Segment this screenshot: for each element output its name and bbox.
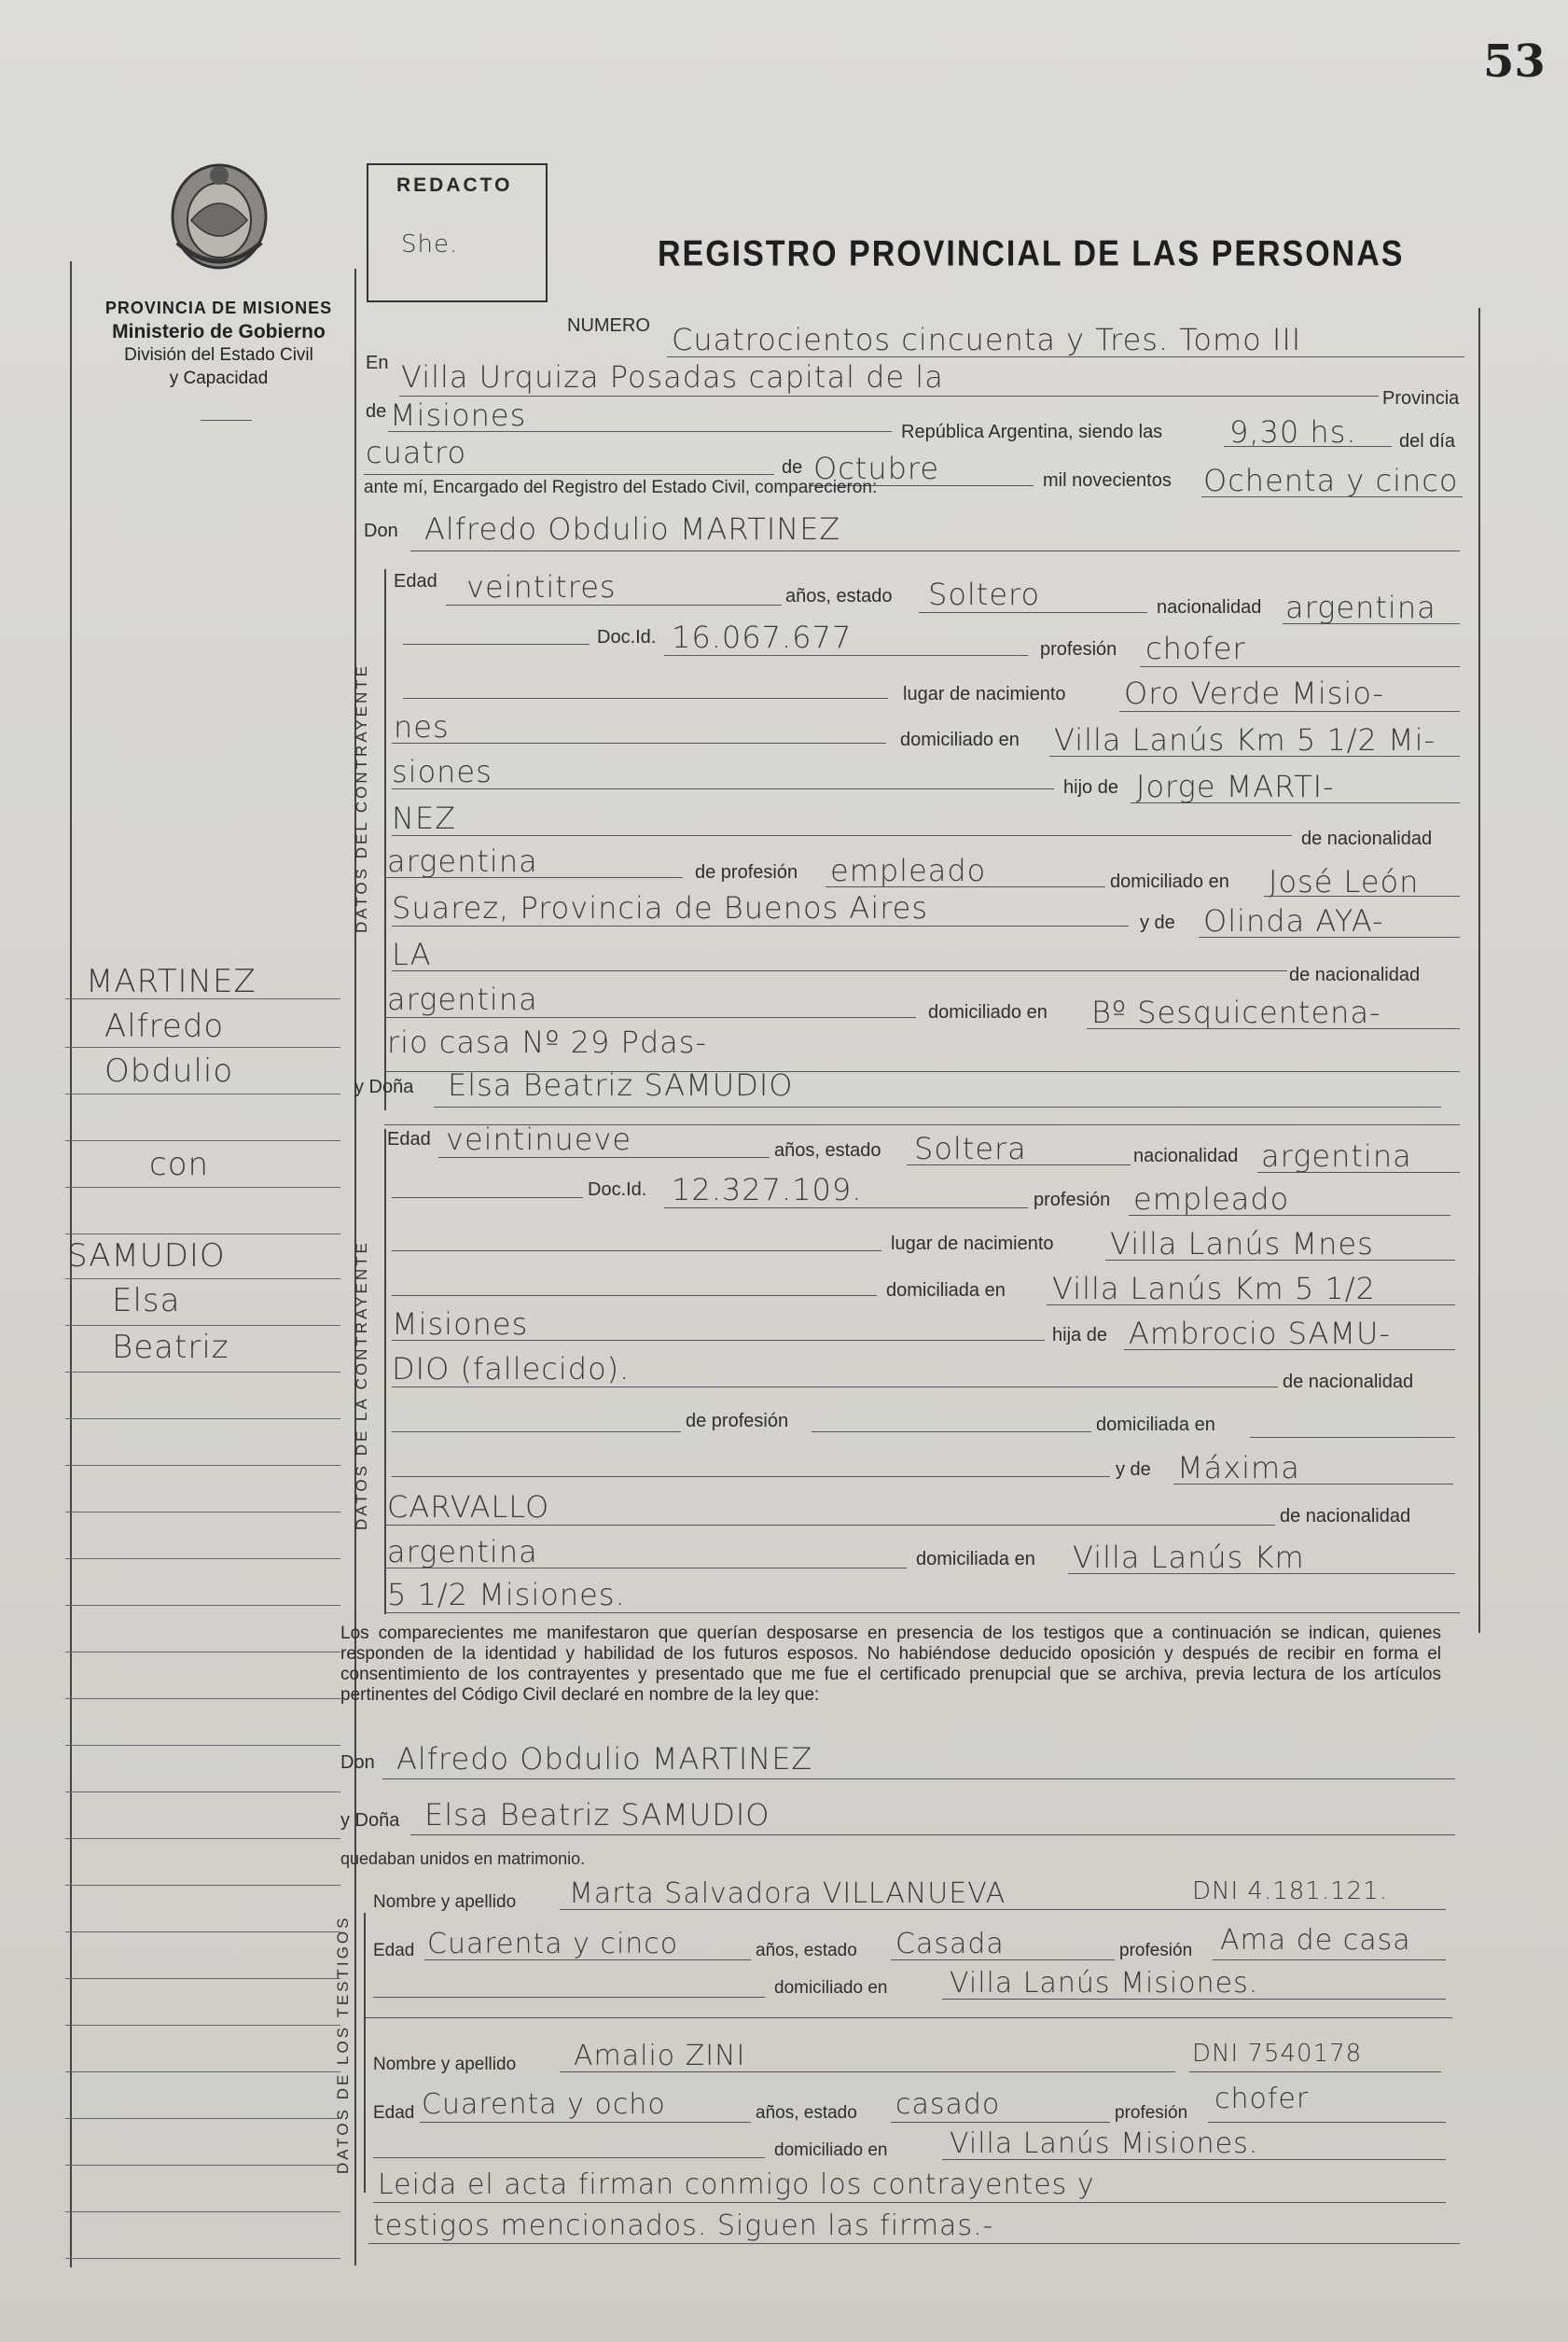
bride-section-label: DATOS DE LA CONTRAYENTE [353,1240,370,1530]
groom-nacionalidad: argentina [1285,590,1436,625]
w2-edad-label: Edad [373,2103,415,2123]
bride-nacimiento: Villa Lanús Mnes [1110,1226,1374,1262]
w1-estado-label: años, estado [756,1941,857,1960]
w1-edad: Cuarenta y cinco [427,1928,679,1960]
w2-nombre: Amalio ZINI [574,2040,746,2072]
dia-value: cuatro [366,435,467,470]
bride-madre-b: CARVALLO [387,1489,550,1525]
closing-line-1: Leida el acta firman conmigo los contrayentes y [378,2168,1095,2201]
issuer-province: PROVINCIA DE MISIONES [104,299,333,317]
groom-doc-label: Doc.Id. [597,627,657,648]
final-dona-label: y Doña [340,1810,400,1831]
bride-padre-a: Ambrocio SAMU- [1129,1316,1392,1351]
de-label: de [366,401,387,422]
bride-madre-dom-b: 5 1/2 Misiones. [387,1577,626,1612]
groom-profesion-label: profesión [1040,639,1117,660]
groom-padre-prof-label: de profesión [695,862,798,883]
provincia-value: Misiones [390,397,527,433]
w2-edad: Cuarenta y ocho [422,2088,666,2121]
issuer-capacity: y Capacidad [169,369,269,388]
groom-madre-nac-label: de nacionalidad [1289,965,1421,985]
bride-profesion: empleado [1133,1181,1290,1217]
groom-nacimiento-b: nes [394,709,450,745]
divider [201,420,252,421]
groom-section-label: DATOS DEL CONTRAYENTE [353,662,370,933]
groom-hijo-label: hijo de [1063,777,1118,798]
groom-padre-dom-b: Suarez, Provincia de Buenos Aires [392,890,929,926]
bride-domicilio-label: domiciliada en [886,1280,1006,1301]
margin-con: con [149,1146,210,1183]
bride-domicilio-a: Villa Lanús Km 5 1/2 [1052,1271,1376,1306]
w1-nombre-label: Nombre y apellido [373,1892,517,1912]
stamp-initials: She. [401,230,459,258]
don-label: Don [364,521,398,541]
groom-madre-dom-b: rio casa Nº 29 Pdas- [387,1025,707,1060]
w1-doc: DNI 4.181.121. [1192,1877,1388,1905]
bride-madre-nac-label: de nacionalidad [1280,1506,1411,1526]
bride-madre-dom-label: domiciliada en [916,1549,1035,1569]
groom-nacionalidad-label: nacionalidad [1157,597,1262,618]
margin-groom-name2: Obdulio [104,1053,234,1090]
groom-madre-dom-a: Bº Sesquicentena- [1091,995,1381,1030]
groom-madre-nac: argentina [387,982,538,1017]
groom-edad-label: Edad [394,571,437,592]
margin-bride-name2: Beatriz [112,1329,229,1366]
numero-value: Cuatrocientos cincuenta y Tres. Tomo III [672,322,1302,357]
bride-padre-b: DIO (fallecido). [392,1351,631,1387]
en-label: En [366,353,389,373]
de-mes-label: de [782,457,803,478]
issuer-block [86,297,352,390]
bride-doc-label: Doc.Id. [588,1179,647,1200]
groom-doc: 16.067.677 [672,620,853,655]
bride-nacimiento-label: lugar de nacimiento [891,1234,1054,1254]
quedaban-text: quedaban unidos en matrimonio. [340,1849,586,1868]
don-value: Alfredo Obdulio MARTINEZ [424,511,841,547]
bride-nacionalidad: argentina [1261,1138,1412,1174]
final-don-label: Don [340,1752,375,1773]
anio-value: Ochenta y cinco [1203,463,1459,498]
bride-padre-dom-label: domiciliada en [1096,1415,1215,1435]
w1-domicilio: Villa Lanús Misiones. [950,1967,1259,2000]
bride-domicilio-b: Misiones [392,1306,529,1342]
closing-line-2: testigos mencionados. Siguen las firmas.- [373,2210,994,2242]
groom-domicilio-a: Villa Lanús Km 5 1/2 Mi- [1054,722,1436,758]
groom-nacimiento-a: Oro Verde Misio- [1124,676,1385,711]
del-dia-label: del día [1399,431,1456,452]
groom-domicilio-b: siones [392,754,493,789]
bride-y-de-label: y de [1116,1459,1151,1480]
final-don-value: Alfredo Obdulio MARTINEZ [396,1741,813,1777]
w2-doc: DNI 7540178 [1192,2040,1363,2068]
w2-estado-label: años, estado [756,2103,857,2123]
groom-padre-prof: empleado [830,853,987,888]
w2-profesion: chofer [1214,2083,1310,2115]
groom-edad: veintitres [466,569,617,605]
issuer-division: División del Estado Civil [124,345,313,365]
w1-domicilio-label: domiciliado en [774,1978,888,1998]
groom-padre-nac: argentina [387,843,538,879]
groom-madre-a: Olinda AYA- [1203,903,1384,939]
groom-domicilio-label: domiciliado en [900,730,1020,750]
groom-profesion: chofer [1145,631,1246,666]
groom-madre-dom-label: domiciliado en [928,1002,1048,1023]
groom-padre-nac-label: de nacionalidad [1301,829,1433,849]
groom-padre-a: Jorge MARTI- [1136,769,1335,804]
provincia-label: Provincia [1382,388,1460,409]
declaration-text: Los comparecientes me manifestaron que querían desposarse en presencia de los testigos que a continuación se indican, quienes responden de la identidad y habilidad de los futuros esposos. No habiéndose deducido oposición y después de recibir en forma el consentimiento de los contrayentes y presentado que me fue el certificado prenupcial que se archiva, previa lectura de los artículos pertinentes del Código Civil declaré en nombre de la ley que: [340,1624,1441,1705]
bride-estado-label: años, estado [774,1140,881,1161]
redacto-stamp [367,163,548,302]
frame-right [1478,308,1480,1633]
margin-bride-name1: Elsa [112,1282,181,1319]
dona-value: Elsa Beatriz SAMUDIO [448,1067,794,1103]
hora-value: 9,30 hs. [1229,414,1357,450]
ante-mi-text: ante mí, Encargado del Registro del Estado Civil, comparecieron: [364,478,878,497]
bride-block-border [384,1129,386,1614]
w2-nombre-label: Nombre y apellido [373,2055,517,2074]
groom-padre-dom-label: domiciliado en [1110,871,1229,892]
w1-edad-label: Edad [373,1941,415,1960]
issuer-ministry: Ministerio de Gobierno [112,321,326,342]
bride-madre-a: Máxima [1177,1450,1300,1485]
groom-madre-b: LA [392,937,432,972]
bride-hija-label: hija de [1052,1325,1107,1345]
w2-domicilio: Villa Lanús Misiones. [950,2127,1259,2160]
numero-label: NUMERO [567,315,650,336]
bride-edad: veintinueve [446,1122,632,1157]
form-title: REGISTRO PROVINCIAL DE LAS PERSONAS [658,233,1405,274]
bride-doc: 12.327.109. [672,1172,863,1207]
lugar-value: Villa Urquiza Posadas capital de la [401,359,944,395]
witness-section-label: DATOS DE LOS TESTIGOS [334,1915,352,2174]
bride-estado: Soltera [914,1131,1027,1166]
w1-nombre: Marta Salvadora VILLANUEVA [569,1877,1006,1910]
w2-profesion-label: profesión [1115,2103,1188,2123]
dona-label: y Doña [354,1077,414,1097]
coat-of-arms-icon [163,159,275,275]
mil-novecientos-label: mil novecientos [1043,470,1172,491]
republica-label: República Argentina, siendo las [901,422,1163,442]
mes-value: Octubre [813,451,940,486]
w1-profesion: Ama de casa [1220,1924,1411,1957]
groom-padre-dom-a: José León [1269,864,1420,899]
margin-groom-surname: MARTINEZ [86,963,257,1000]
groom-estado: Soltero [928,577,1041,612]
bride-madre-nac: argentina [387,1534,538,1569]
bride-padre-nac-label: de nacionalidad [1283,1372,1414,1392]
w1-profesion-label: profesión [1119,1941,1193,1960]
bride-profesion-label: profesión [1034,1190,1111,1210]
margin-bride-surname: SAMUDIO [67,1237,226,1275]
groom-y-de-label: y de [1140,913,1175,933]
w2-estado: casado [895,2088,1001,2121]
witness-block-border [364,1913,366,2193]
groom-padre-b: NEZ [392,801,457,836]
bride-madre-dom-a: Villa Lanús Km [1073,1540,1305,1575]
w1-estado: Casada [895,1928,1005,1960]
groom-nacimiento-label: lugar de nacimiento [903,684,1066,704]
bride-nacionalidad-label: nacionalidad [1133,1146,1239,1166]
groom-estado-label: años, estado [785,586,893,606]
w2-domicilio-label: domiciliado en [774,2140,888,2160]
stamp-title: REDACTO [396,174,513,196]
margin-groom-name1: Alfredo [104,1008,225,1045]
bride-edad-label: Edad [387,1129,431,1150]
page-number: 53 [1483,35,1546,88]
bride-padre-prof-label: de profesión [686,1411,789,1431]
groom-block-border [384,569,386,1110]
final-dona-value: Elsa Beatriz SAMUDIO [424,1797,770,1833]
